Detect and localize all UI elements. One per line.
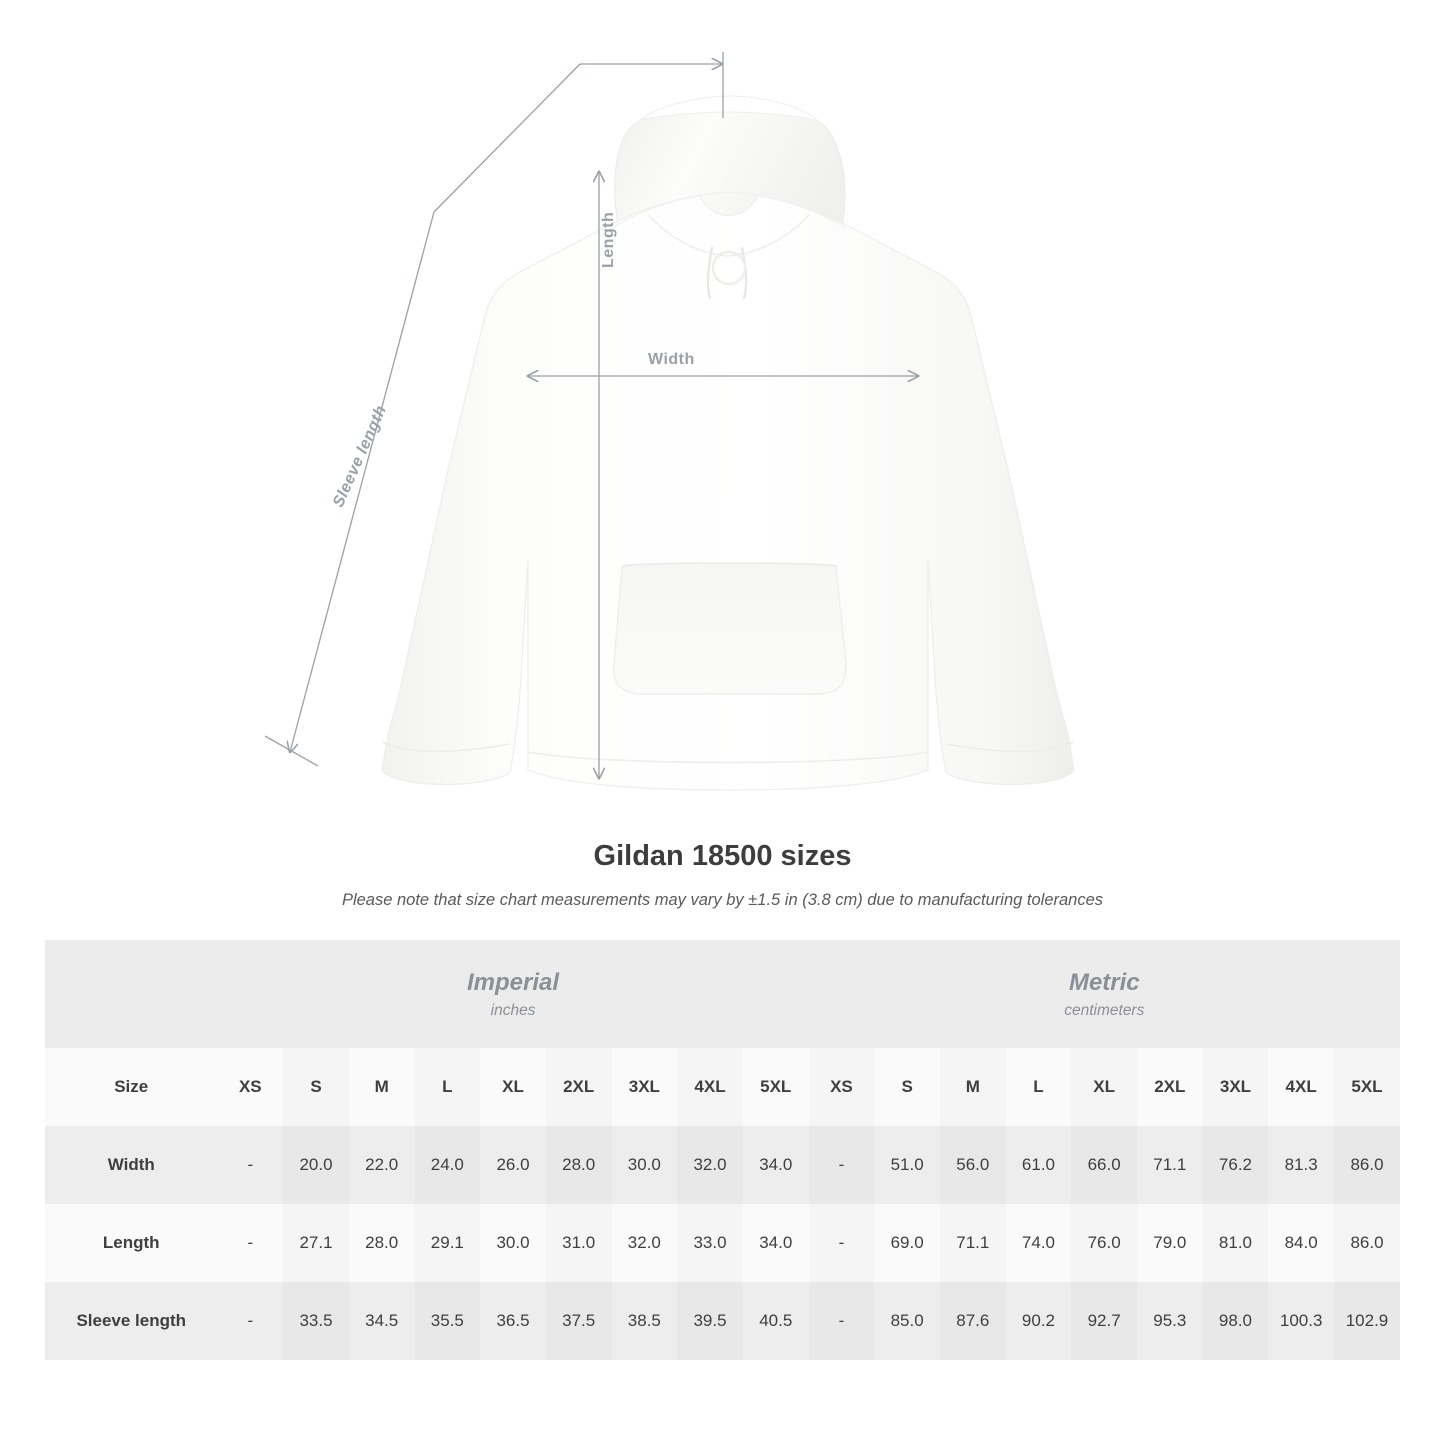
tolerance-note: Please note that size chart measurements may vary by ±1.5 in (3.8 cm) due to manufacturing tolerances xyxy=(341,891,1104,909)
cell-width-imperial-l: 24.0 xyxy=(430,1155,464,1174)
cell-sleeve-imperial-4xl: 39.5 xyxy=(693,1311,727,1330)
cell-width-metric-3xl: 76.2 xyxy=(1218,1155,1253,1174)
cell-sleeve-imperial-xl: 36.5 xyxy=(496,1311,530,1330)
cell-length-metric-xs: - xyxy=(838,1233,845,1252)
cell-width-metric-xl: 66.0 xyxy=(1087,1155,1121,1174)
page-title: Gildan 18500 sizes xyxy=(593,840,852,872)
width-label: Width xyxy=(648,351,695,368)
size-table xyxy=(45,940,1400,1360)
sleeve-length-label: Sleeve length xyxy=(330,402,391,510)
cell-length-imperial-s: 27.1 xyxy=(299,1233,333,1252)
unit-header-row xyxy=(45,940,1400,1048)
title-block xyxy=(0,840,1445,910)
unit-name-metric: Metric xyxy=(1068,969,1140,996)
cell-length-metric-xl: 76.0 xyxy=(1087,1233,1121,1252)
cell-sleeve-imperial-s: 33.5 xyxy=(299,1311,333,1330)
cell-width-metric-5xl: 86.0 xyxy=(1350,1155,1384,1174)
size-header-imperial-2xl: 2XL xyxy=(563,1077,595,1096)
cell-width-imperial-xl: 26.0 xyxy=(496,1155,530,1174)
cell-length-imperial-m: 28.0 xyxy=(365,1233,399,1252)
unit-header-imperial xyxy=(217,940,808,1048)
size-header-metric-s: S xyxy=(901,1077,913,1096)
cell-sleeve-imperial-l: 35.5 xyxy=(430,1311,464,1330)
size-header-imperial-xl: XL xyxy=(502,1077,524,1096)
cell-sleeve-metric-m: 87.6 xyxy=(956,1311,990,1330)
cell-length-imperial-xl: 30.0 xyxy=(496,1233,530,1252)
size-header-imperial-m: M xyxy=(374,1077,389,1096)
cell-sleeve-metric-4xl: 100.3 xyxy=(1279,1311,1323,1330)
cell-length-metric-l: 74.0 xyxy=(1021,1233,1055,1252)
size-header-imperial-xs: XS xyxy=(238,1077,262,1096)
table-row xyxy=(45,1282,1400,1360)
table-row xyxy=(45,1204,1400,1282)
size-header-metric-xs: XS xyxy=(830,1077,853,1096)
cell-sleeve-metric-5xl: 102.9 xyxy=(1345,1311,1389,1330)
cell-sleeve-metric-xs: - xyxy=(838,1311,845,1330)
size-header-row xyxy=(45,1048,1400,1126)
unit-header-spacer xyxy=(45,940,217,1048)
cell-sleeve-metric-s: 85.0 xyxy=(890,1311,924,1330)
cell-sleeve-imperial-xs: - xyxy=(247,1311,254,1330)
size-header-metric-l: L xyxy=(1033,1077,1044,1096)
cell-length-metric-m: 71.1 xyxy=(956,1233,990,1252)
cell-sleeve-imperial-2xl: 37.5 xyxy=(562,1311,596,1330)
cell-width-imperial-5xl: 34.0 xyxy=(759,1155,793,1174)
cell-width-imperial-m: 22.0 xyxy=(365,1155,399,1174)
cell-width-metric-s: 51.0 xyxy=(890,1155,924,1174)
cell-length-imperial-2xl: 31.0 xyxy=(562,1233,596,1252)
size-table-wrapper xyxy=(45,940,1400,1360)
row-label-width: Width xyxy=(107,1155,155,1174)
unit-sub-imperial: inches xyxy=(490,1002,536,1019)
cell-length-metric-s: 69.0 xyxy=(890,1233,924,1252)
table-row xyxy=(45,1126,1400,1204)
cell-length-imperial-3xl: 32.0 xyxy=(627,1233,661,1252)
size-header-metric-m: M xyxy=(965,1077,980,1096)
cell-sleeve-imperial-m: 34.5 xyxy=(365,1311,399,1330)
cell-width-imperial-3xl: 30.0 xyxy=(627,1155,661,1174)
unit-name-imperial: Imperial xyxy=(467,969,560,996)
size-header-metric-xl: XL xyxy=(1093,1077,1115,1096)
size-header-metric-3xl: 3XL xyxy=(1219,1077,1252,1096)
cell-width-imperial-s: 20.0 xyxy=(299,1155,333,1174)
cell-width-metric-xs: - xyxy=(838,1155,845,1174)
cell-width-metric-m: 56.0 xyxy=(956,1155,990,1174)
row-label-sleeve-length: Sleeve length xyxy=(76,1311,187,1330)
size-header-imperial-5xl: 5XL xyxy=(760,1077,792,1096)
size-header-imperial-s: S xyxy=(310,1077,322,1096)
cell-width-metric-2xl: 71.1 xyxy=(1153,1155,1187,1174)
cell-length-imperial-xs: - xyxy=(247,1233,254,1252)
size-header-imperial-3xl: 3XL xyxy=(628,1077,660,1096)
cell-width-imperial-4xl: 32.0 xyxy=(693,1155,727,1174)
cell-width-imperial-2xl: 28.0 xyxy=(562,1155,596,1174)
size-header-metric-2xl: 2XL xyxy=(1154,1077,1186,1096)
size-header-metric-5xl: 5XL xyxy=(1351,1077,1383,1096)
cell-width-imperial-xs: - xyxy=(247,1155,254,1174)
cell-length-imperial-5xl: 34.0 xyxy=(759,1233,793,1252)
length-label: Length xyxy=(600,211,617,268)
row-label-length: Length xyxy=(102,1233,160,1252)
cell-length-metric-5xl: 86.0 xyxy=(1350,1233,1384,1252)
size-header-label: Size xyxy=(114,1077,149,1096)
hoodie-shape xyxy=(382,96,1074,790)
unit-header-metric xyxy=(809,940,1400,1048)
cell-sleeve-metric-3xl: 98.0 xyxy=(1218,1311,1253,1330)
cell-sleeve-metric-l: 90.2 xyxy=(1021,1311,1055,1330)
cell-width-metric-4xl: 81.3 xyxy=(1284,1155,1318,1174)
size-header-metric-4xl: 4XL xyxy=(1285,1077,1317,1096)
size-header-imperial-l: L xyxy=(442,1077,453,1096)
cell-width-metric-l: 61.0 xyxy=(1021,1155,1055,1174)
cell-sleeve-imperial-3xl: 38.5 xyxy=(627,1311,661,1330)
cell-length-imperial-4xl: 33.0 xyxy=(693,1233,727,1252)
cell-length-metric-2xl: 79.0 xyxy=(1153,1233,1187,1252)
cell-sleeve-imperial-5xl: 40.5 xyxy=(759,1311,793,1330)
cell-length-imperial-l: 29.1 xyxy=(430,1233,464,1252)
cell-length-metric-4xl: 84.0 xyxy=(1284,1233,1318,1252)
size-header-imperial-4xl: 4XL xyxy=(694,1077,726,1096)
unit-sub-metric: centimeters xyxy=(1064,1002,1145,1019)
cell-sleeve-metric-2xl: 95.3 xyxy=(1153,1311,1187,1330)
cell-length-metric-3xl: 81.0 xyxy=(1218,1233,1253,1252)
cell-sleeve-metric-xl: 92.7 xyxy=(1087,1311,1121,1330)
